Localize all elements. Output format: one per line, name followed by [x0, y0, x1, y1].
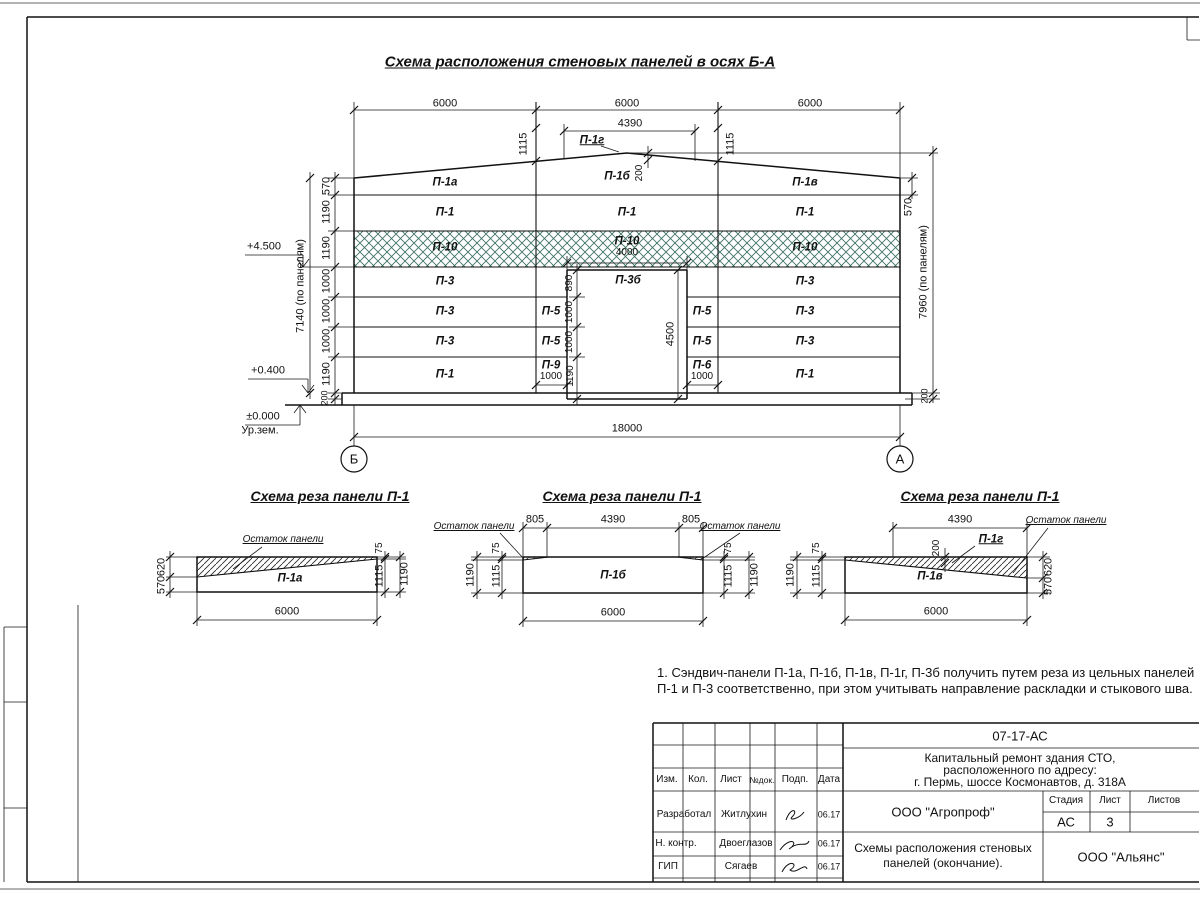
detail1-dim-1115: 1115	[373, 564, 386, 588]
detail3-dim-570: 570	[1042, 576, 1055, 596]
dim-4500-gate: 4500	[664, 321, 677, 347]
panel-label-p5-row5-l: П-5	[541, 305, 561, 318]
axis-label-b: Б	[349, 451, 359, 467]
detail2-dim-1115-r: 1115	[722, 564, 735, 588]
dim-570-left: 570	[320, 176, 333, 196]
dim-bay-2: 6000	[614, 97, 640, 110]
panel-label-p3b: П-3б	[615, 274, 641, 287]
stage-value: АС	[1057, 814, 1075, 830]
sheets-label: Листов	[1147, 795, 1181, 806]
row-role-2: Н. контр.	[655, 838, 697, 849]
row-date-1: 06.17	[817, 809, 841, 820]
detail3-title: Схема реза панели П-1	[900, 488, 1060, 504]
detail2-dim-1190-l: 1190	[464, 563, 477, 587]
detail3-panel-p1g: П-1г	[978, 533, 1004, 546]
dim-1000-left-2: 1000	[320, 298, 333, 324]
detail2-dim-805-r: 805	[681, 513, 701, 526]
dim-890-gate: 890	[564, 274, 575, 292]
panel-label-p1b: П-1б	[604, 170, 630, 183]
col-izm: Изм.	[656, 774, 678, 785]
sheet-title-line-2: панелей (окончание).	[883, 856, 1003, 870]
signature-squiggles	[780, 811, 809, 872]
detail2-remnant-left: Остаток панели	[433, 521, 515, 532]
org-name: ООО "Агропроф"	[891, 804, 995, 820]
sheet-label: Лист	[1099, 795, 1121, 806]
dim-570-right: 570	[902, 197, 915, 217]
dim-7140-total: 7140 (по панелям)	[294, 239, 307, 333]
detail2-dim-75-r: 75	[723, 542, 734, 554]
detail2-remnant-right: Остаток панели	[699, 521, 781, 532]
detail3-dim-1115: 1115	[810, 564, 823, 588]
elevation-mark-0000: ±0.000	[246, 410, 280, 423]
detail3-dim-4390: 4390	[947, 513, 973, 526]
panel-label-p1-row2-1: П-1	[435, 206, 455, 219]
dim-1000-p9: 1000	[539, 371, 563, 382]
contractor-name: ООО "Альянс"	[1077, 849, 1165, 865]
detail1-remnant-label: Остаток панели	[242, 534, 324, 545]
panel-label-p1v: П-1в	[792, 176, 818, 189]
detail1-dim-620: 620	[155, 557, 168, 577]
project-line-3: г. Пермь, шоссе Космонавтов, д. 318А	[914, 775, 1126, 789]
project-line-1: Капитальный ремонт здания СТО,	[924, 751, 1116, 765]
ground-level-label: Ур.зем.	[241, 424, 279, 437]
row-date-2: 06.17	[817, 838, 841, 849]
dim-200-peak: 200	[634, 164, 645, 182]
detail2-dim-75-l: 75	[491, 542, 502, 554]
dim-bay-3: 6000	[797, 97, 823, 110]
panel-label-p1-row7-2: П-1	[795, 368, 815, 381]
detail1-panel-p1a: П-1а	[277, 572, 303, 585]
dim-1000-gate-1: 1000	[564, 300, 575, 324]
detail2-title: Схема реза панели П-1	[542, 488, 702, 504]
panel-label-p6: П-6	[692, 359, 712, 372]
panel-label-p10-3: П-10	[792, 241, 818, 254]
detail1-dim-6000: 6000	[274, 605, 300, 618]
detail3-dim-6000: 6000	[923, 605, 949, 618]
col-podp: Подп.	[781, 774, 809, 785]
detail3-remnant-label: Остаток панели	[1025, 515, 1107, 526]
dim-18000: 18000	[611, 422, 643, 435]
sheet-title-line-1: Схемы расположения стеновых	[854, 841, 1032, 855]
dim-1000-left-1: 1000	[320, 268, 333, 294]
col-data: Дата	[817, 774, 841, 785]
dim-4390: 4390	[617, 117, 643, 130]
axis-label-a: А	[895, 451, 905, 467]
panel-label-p10-1: П-10	[432, 241, 458, 254]
panel-label-p10-2: П-10	[614, 235, 640, 248]
panel-label-p5-row6-l: П-5	[541, 335, 561, 348]
stage-label: Стадия	[1048, 795, 1084, 806]
row-date-3: 06.17	[817, 861, 841, 872]
detail2-dim-805-l: 805	[525, 513, 545, 526]
dim-200-right: 200	[919, 388, 930, 404]
panel-label-p3-row4-1: П-3	[435, 275, 455, 288]
panel-label-p3-row6-1: П-3	[435, 335, 455, 348]
dim-1190-left-1: 1190	[320, 200, 333, 224]
project-line-2: расположенного по адресу:	[943, 763, 1097, 777]
elevation-mark-0400: +0.400	[251, 364, 285, 377]
panel-label-p3-row5-2: П-3	[795, 305, 815, 318]
col-ndoc: №док.	[749, 774, 775, 785]
panel-label-p1-row2-3: П-1	[795, 206, 815, 219]
panel-label-p5-row5-r: П-5	[692, 305, 712, 318]
panel-label-p1-row2-2: П-1	[617, 206, 637, 219]
dim-200-left: 200	[319, 390, 330, 406]
detail3-dim-75: 75	[811, 542, 822, 554]
panel-label-p1a: П-1а	[432, 176, 458, 189]
sheet-number: 3	[1106, 814, 1114, 830]
detail3-dim-1190: 1190	[784, 563, 797, 587]
detail1-dim-75: 75	[374, 542, 385, 554]
dim-bay-1: 6000	[432, 97, 458, 110]
row-role-1: Разработал	[656, 809, 712, 820]
row-role-3: ГИП	[658, 861, 678, 872]
detail1-dim-570: 570	[155, 575, 168, 595]
panel-label-p5-row6-r: П-5	[692, 335, 712, 348]
panel-label-p3-row5-1: П-3	[435, 305, 455, 318]
detail2-dim-1115-l: 1115	[490, 564, 503, 588]
detail3-dim-620: 620	[1042, 557, 1055, 577]
detail2-dim-1190-r: 1190	[748, 563, 761, 587]
dim-4000-gate: 4000	[615, 247, 639, 258]
panel-label-p3-row4-2: П-3	[795, 275, 815, 288]
col-list: Лист	[720, 774, 742, 785]
panel-label-p9: П-9	[541, 359, 561, 372]
dim-7960-total: 7960 (по панелям)	[917, 225, 930, 319]
dim-1115-right: 1115	[724, 132, 737, 156]
col-kol: Кол.	[688, 774, 708, 785]
row-name-3: Сягаев	[724, 861, 758, 872]
detail1-title: Схема реза панели П-1	[250, 488, 410, 504]
panel-label-p1-row7-1: П-1	[435, 368, 455, 381]
elevation-mark-4500: +4.500	[247, 240, 281, 253]
main-title: Схема расположения стеновых панелей в осях Б-А	[384, 53, 776, 71]
dim-1190-left-3: 1190	[320, 362, 333, 386]
panel-label-p1g: П-1г	[579, 134, 605, 147]
dim-1000-left-3: 1000	[320, 328, 333, 354]
detail3-panel-p1v: П-1в	[917, 570, 943, 583]
dim-1115-left: 1115	[517, 132, 530, 156]
panel-label-p3-row6-2: П-3	[795, 335, 815, 348]
detail2-dim-6000: 6000	[600, 606, 626, 619]
dim-1190-left-2: 1190	[320, 236, 333, 260]
dim-1000-p6: 1000	[690, 371, 714, 382]
detail3-dim-200: 200	[931, 539, 942, 557]
detail2-panel-p1b: П-1б	[600, 569, 626, 582]
row-name-2: Двоеглазов	[719, 838, 773, 849]
note-line-2: П-1 и П-3 соответственно, при этом учитывать направление раскладки и стыкового шва.	[657, 681, 1193, 696]
detail2-dim-4390: 4390	[600, 513, 626, 526]
doc-number: 07-17-АС	[992, 728, 1048, 744]
dim-1190-gate: 1190	[565, 365, 576, 387]
detail1-dim-1190: 1190	[398, 562, 411, 586]
row-name-1: Житлухин	[720, 809, 768, 820]
note-line-1: 1. Сэндвич-панели П-1а, П-1б, П-1в, П-1г, П-3б получить путем реза из цельных панелей	[657, 665, 1195, 680]
dimension-ticks	[166, 106, 1047, 625]
dim-1000-gate-2: 1000	[564, 330, 575, 354]
